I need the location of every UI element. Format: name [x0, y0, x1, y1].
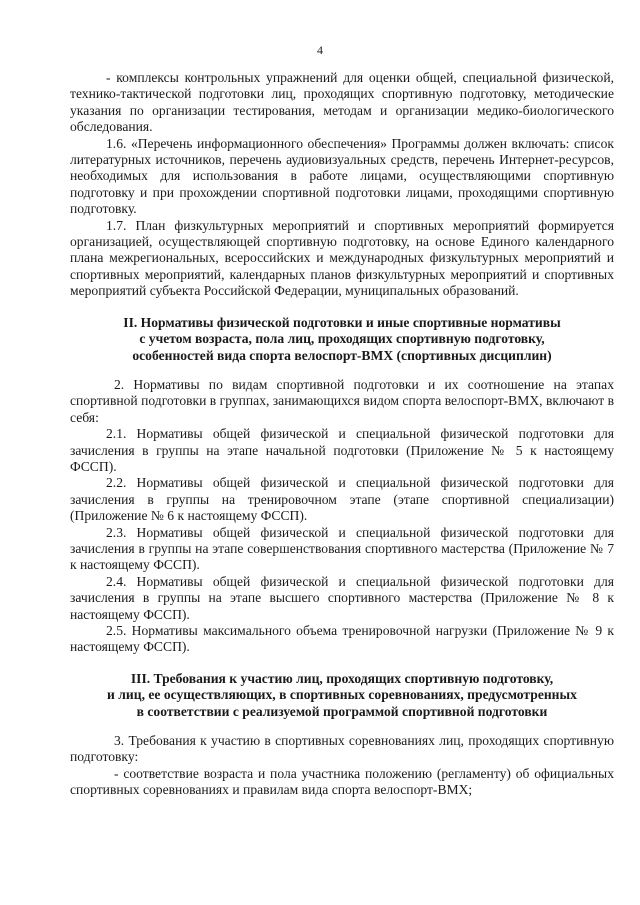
paragraph-1-6: 1.6. «Перечень информационного обеспечения» Программы должен включать: список литературных источников, перечень аудиовизуальных средств, перечень Интернет-ресурсов, необходимых для использования в работе лицами, осуществляющими спортивную подготовку и при прохождении спортивной подготовки лицами, проходящими спортивную подготовку. [70, 135, 614, 217]
paragraph-2: 2. Нормативы по видам спортивной подготовки и их соотношение на этапах спортивной подготовки в группах, занимающихся видом спорта велоспорт-BMX, включают в себя: [70, 376, 614, 425]
paragraph-control-exercises: - комплексы контрольных упражнений для оценки общей, специальной физической, технико-тактической подготовки лиц, проходящих спортивную подготовку, методические указания по организации тестирования, методам и организации медико-биологического обследования. [70, 70, 614, 135]
paragraph-2-1: 2.1. Нормативы общей физической и специальной физической подготовки для зачисления в группы на этапе начальной подготовки (Приложение № 5 к настоящему ФССП). [70, 426, 614, 474]
section-3-heading-line-3: в соответствии с реализуемой программой спортивной подготовки [136, 703, 548, 719]
page-number: 4 [317, 43, 323, 57]
section-3-heading-line-1: III. Требования к участию лиц, проходящих спортивную подготовку, [130, 670, 554, 686]
paragraph-3: 3. Требования к участию в спортивных соревнованиях лиц, проходящих спортивную подготовку: [70, 733, 614, 765]
section-3-heading [70, 671, 614, 720]
paragraph-2-3: 2.3. Нормативы общей физической и специальной физической подготовки для зачисления в группы на этапе совершенствования спортивного мастерства (Приложение № 7 к настоящему ФССП). [70, 524, 614, 573]
paragraph-2-4: 2.4. Нормативы общей физической и специальной физической подготовки для зачисления в группы на этапе высшего спортивного мастерства (Приложение № 8 к настоящему ФССП). [70, 573, 614, 622]
section-2-heading-line-1: II. Нормативы физической подготовки и иные спортивные нормативы [123, 314, 561, 330]
section-2-heading [70, 315, 614, 364]
paragraph-2-5: 2.5. Нормативы максимального объема тренировочной нагрузки (Приложение № 9 к настоящему ФССП). [70, 623, 614, 655]
text-column [70, 70, 614, 799]
paragraph-1-7: 1.7. План физкультурных мероприятий и спортивных мероприятий формируется организацией, осуществляющей спортивную подготовку, на основе Единого календарного плана межрегиональных, всероссийских и международных физкультурных мероприятий и спортивных мероприятий, календарных планов физкультурных мероприятий и спортивных мероприятий субъекта Российской Федерации, муниципальных образований. [70, 217, 614, 299]
section-2-heading-line-2: с учетом возраста, пола лиц, проходящих спортивную подготовку, [139, 331, 545, 347]
section-2-heading-line-3: особенностей вида спорта велоспорт-BMX (спортивных дисциплин) [132, 347, 552, 363]
paragraph-age-gender: - соответствие возраста и пола участника положению (регламенту) об официальных спортивных соревнованиях и правилам вида спорта велоспорт-BMX; [70, 765, 614, 798]
section-3-heading-line-2: и лиц, ее осуществляющих, в спортивных соревнованиях, предусмотренных [107, 687, 577, 703]
paragraph-2-2: 2.2. Нормативы общей физической и специальной физической подготовки для зачисления в группы на тренировочном этапе (этапе спортивной специализации) (Приложение № 6 к настоящему ФССП). [70, 475, 614, 524]
